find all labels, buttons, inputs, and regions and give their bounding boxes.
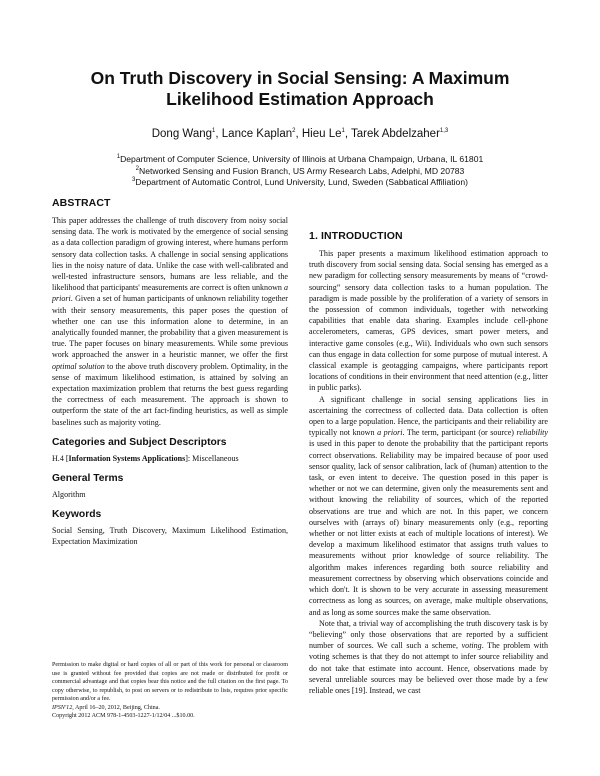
author-name: Tarek Abdelzaher — [351, 128, 440, 140]
author-affil-mark: 1 — [212, 128, 216, 135]
author-affil-mark: 2 — [292, 128, 296, 135]
permission-notice — [52, 661, 288, 721]
paper-title — [40, 68, 560, 110]
affiliation: $^1$Department of Computer Science, University of Illinois at Urbana Champaign, Urbana, IL 61801 — [116, 154, 484, 164]
venue-line: IPSN'12, April 16–20, 2012, Beijing, China. — [52, 704, 160, 711]
title-line-2: Likelihood Estimation Approach — [166, 89, 434, 109]
abstract-body: This paper addresses the challenge of truth discovery from noisy social sensing data. The work is motivated by the emergence of social sensing as a data collection paradigm of growing interest, where humans perform sensory data collection tasks. A challenge in social sensing applications lies in the noisy nature of data. Unlike the case with well-calibrated and well-tested infrastructure sensors, humans are less reliable, and the likelihood that participants' measurements are correct is often unknown a priori. Given a set of human participants of unknown reliability together with their sensory measurements, this paper poses the question of whether one can use this information alone to determine, in an analytically founded manner, the probability that a given measurement is true. The paper focuses on binary measurements. While some previous work approached the answer in a heuristic manner, we offer the first optimal solution to the above truth discovery problem. Optimality, in the sense of maximum likelihood estimation, is attained by solving an expectation maximization problem that returns the best guess regarding the correctness of each measurement. The approach is shown to outperform the state of the art fact-finding heuristics, as well as simple baselines such as majority voting. — [52, 216, 288, 427]
copyright-line: Copyright 2012 ACM 978-1-4503-1227-1/12/04 ...$10.00. — [52, 713, 195, 719]
author-name: Dong Wang — [151, 128, 213, 140]
affiliation: $^3$Department of Automatic Control, Lund University, Lund, Sweden (Sabbatical Affiliation) — [132, 177, 468, 187]
author-name: Lance Kaplan — [221, 128, 293, 140]
abstract-heading: ABSTRACT — [52, 197, 111, 209]
introduction-heading: 1. INTRODUCTION — [309, 230, 403, 242]
permission-text: Permission to make digital or hard copies of all or part of this work for personal or classroom use is granted without fee provided that copies are not made or distributed for profit or commercial advantage and that copies bear this notice and the full citation on the first page. To copy otherwise, to republish, to post on servers or to redistribute to lists, requires prior specific permission and/or a fee. — [52, 662, 288, 702]
categories-heading: Categories and Subject Descriptors — [52, 436, 227, 448]
keywords-text: Social Sensing, Truth Discovery, Maximum Likelihood Estimation, Expectation Maximization — [52, 526, 288, 547]
author-affil-mark: 1,3 — [439, 128, 449, 135]
author-affil-mark: 1 — [341, 128, 345, 135]
intro-paragraph: Note that, a trivial way of accomplishing the truth discovery task is by “believing” only those observations that are reported by a sufficient number of sources. We call such a scheme, voting. The problem with voting schemes is that they do not attempt to infer source reliability and do not take that estimate into account. Hence, observations made by several unreliable sources may be believed over those made by a few reliable ones [19]. Instead, we cast — [309, 618, 548, 695]
left-column — [52, 197, 288, 548]
author-list: Dong Wang$^1$, Lance Kaplan$^2$, Hieu Le$^1$, Tarek Abdelzaher$^{1,3}$ — [151, 128, 449, 140]
author-name: Hieu Le — [301, 128, 342, 140]
categories-text: H.4 [Information Systems Applications]: Miscellaneous — [52, 453, 239, 463]
intro-paragraph: This paper presents a maximum likelihood estimation approach to truth discovery from social sensing data. Social sensing has emerged as a new paradigm for collecting sensory measurements by means of “crowd-sourcing” sensory data collection tasks to a human population. The paradigm is made possible by the proliferation of a variety of sensors in the possession of common individuals, together with networking capabilities that enable data sharing. Examples include cell-phone accelerometers, cameras, GPS devices, smart power meters, and interactive game consoles (e.g., Wii). Individuals who own such sensors can thus engage in data collection for some purpose of mutual interest. A classical example is geotagging campaigns, where participants report locations of conditions in their environment that need attention (e.g., litter in public parks). — [309, 249, 548, 393]
general-terms-heading: General Terms — [52, 473, 124, 485]
general-terms-text: Algorithm — [52, 490, 86, 500]
title-line-1: On Truth Discovery in Social Sensing: A Maximum — [90, 68, 510, 88]
affiliations — [40, 154, 560, 189]
keywords-heading: Keywords — [52, 509, 102, 521]
affiliation: $^2$Networked Sensing and Fusion Branch, US Army Research Labs, Adelphi, MD 20783 — [135, 165, 465, 176]
intro-paragraph: A significant challenge in social sensing applications lies in ascertaining the correctness of collected data. Data collection is often open to a large population. Hence, the participants and their reliability are typically not known a priori. The term, participant (or source) reliability is used in this paper to denote the probability that the participant reports correct observations. Reliability may be impaired because of poor used sensor quality, lack of sensor calibration, lack of (human) attention to the task, or even intent to deceive. The question posed in this paper is whether or not we can determine, given only the measurements sent and without knowing the reliability of sources, which of the reported observations are true and which are not. In this paper, we concern ourselves with (arrays of) binary measurements only (e.g., reporting whether or not litter exists at each of multiple locations of interest). We develop a maximum likelihood estimator that assigns truth values to measurements without prior knowledge of source reliability. The algorithm makes inferences regarding both source reliability and measurement correctness by observing which observations coincide and which don't. It is shown to be very accurate in assessing measurement correctness as long as sources, on average, make multiple observations, and as long as some sources make the same observation. — [309, 394, 548, 617]
right-column — [309, 248, 548, 696]
